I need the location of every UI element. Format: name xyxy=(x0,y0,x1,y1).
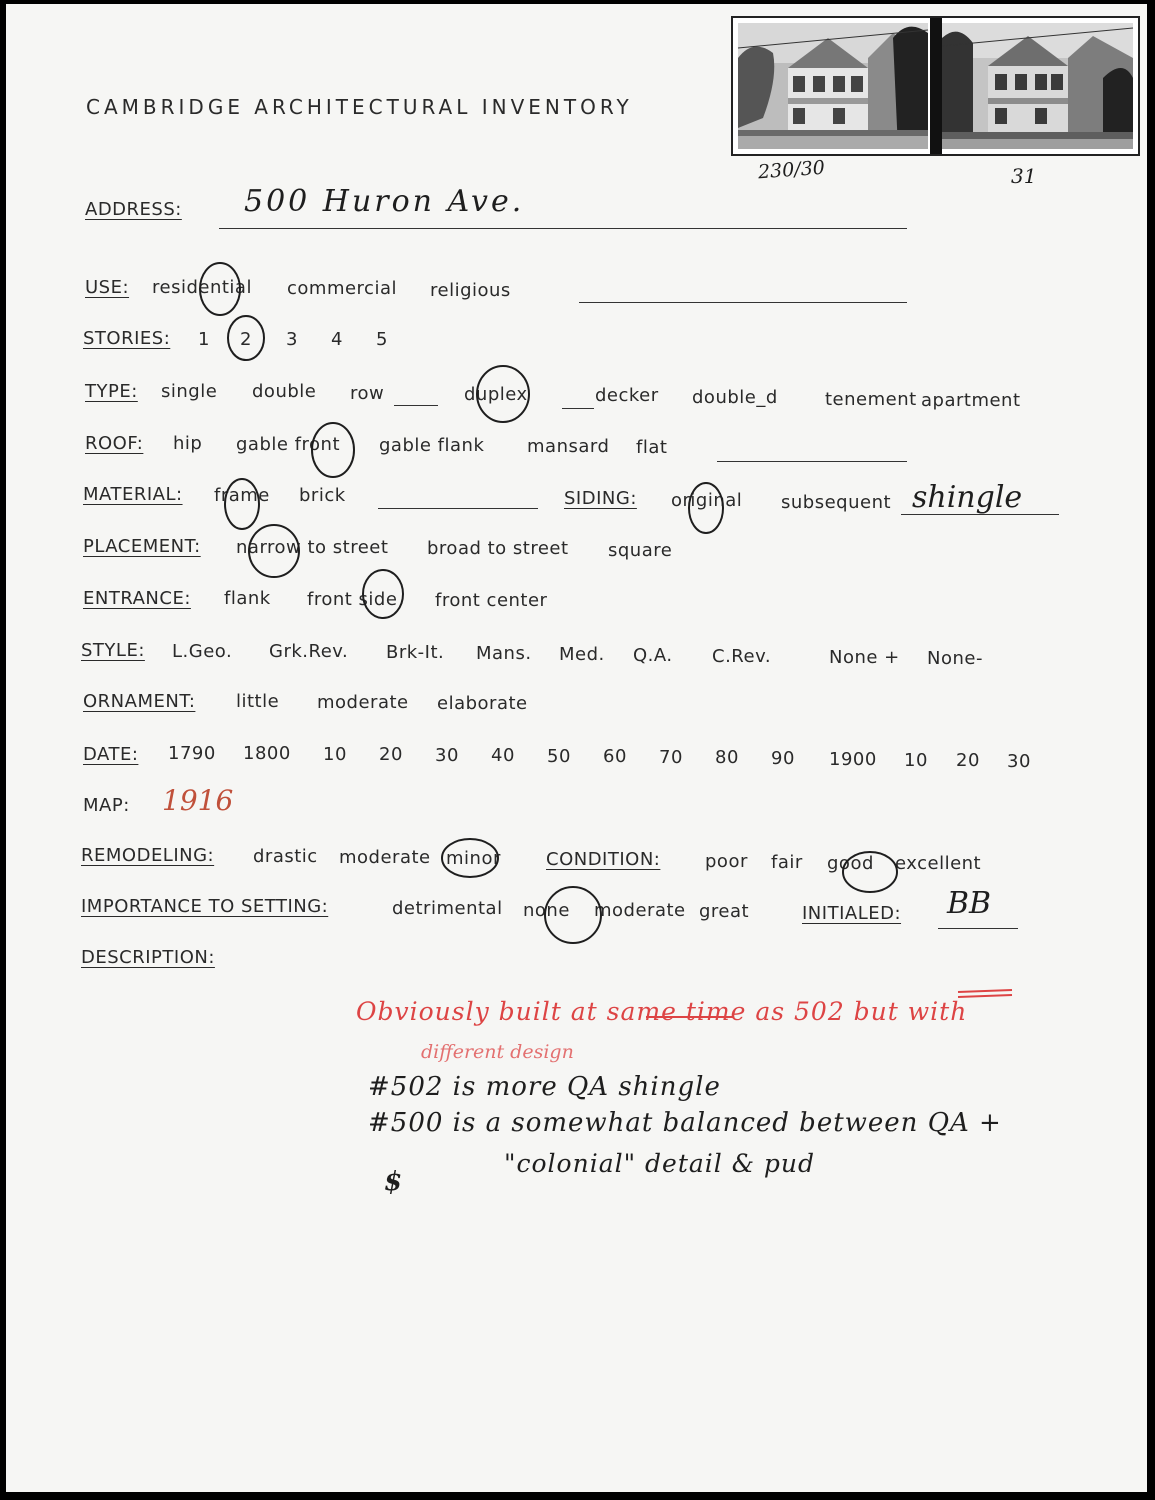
house-photo xyxy=(733,18,1138,154)
material-label: MATERIAL: xyxy=(83,484,183,505)
note-red-line-1: Obviously built at same time as 502 but with xyxy=(356,997,968,1026)
date-option[interactable]: 60 xyxy=(603,746,627,767)
entrance-label: ENTRANCE: xyxy=(83,588,191,609)
condition-option-poor[interactable]: poor xyxy=(705,851,748,872)
date-option[interactable]: 30 xyxy=(435,745,459,766)
description-label: DESCRIPTION: xyxy=(81,947,215,968)
condition-label: CONDITION: xyxy=(546,849,661,870)
page-title: CAMBRIDGE ARCHITECTURAL INVENTORY xyxy=(86,95,633,119)
type-option-decker[interactable]: decker xyxy=(595,385,659,406)
date-label: DATE: xyxy=(83,744,139,765)
address-value[interactable]: 500 Huron Ave. xyxy=(244,184,525,219)
building-photos xyxy=(731,16,1140,156)
ornament-option-little[interactable]: little xyxy=(236,691,280,712)
siding-option-subsequent[interactable]: subsequent xyxy=(781,492,892,513)
stories-option-4[interactable]: 4 xyxy=(331,329,343,350)
material-option-frame[interactable]: frame xyxy=(214,485,270,506)
address-label: ADDRESS: xyxy=(85,199,182,220)
date-option[interactable]: 1800 xyxy=(243,743,291,764)
type-option-double-d[interactable]: double_d xyxy=(692,387,778,408)
style-option-crev[interactable]: C.Rev. xyxy=(712,646,772,667)
initialed-label: INITIALED: xyxy=(802,903,902,924)
remodeling-option-moderate[interactable]: moderate xyxy=(339,847,431,868)
roof-option-gable-front[interactable]: gable front xyxy=(236,434,340,455)
address-line xyxy=(219,228,907,229)
importance-option-great[interactable]: great xyxy=(699,901,750,922)
style-option-grkrev[interactable]: Grk.Rev. xyxy=(269,641,349,662)
material-option-brick[interactable]: brick xyxy=(299,485,346,506)
remodeling-label: REMODELING: xyxy=(81,845,215,866)
use-other-line xyxy=(579,302,907,303)
siding-label: SIDING: xyxy=(564,488,637,509)
condition-option-good[interactable]: good xyxy=(827,853,874,874)
style-option-none-minus[interactable]: None- xyxy=(927,648,983,669)
style-option-brkit[interactable]: Brk-It. xyxy=(386,642,445,663)
roof-option-flat[interactable]: flat xyxy=(636,437,668,458)
placement-option-narrow[interactable]: narrow to street xyxy=(236,537,389,558)
roof-option-mansard[interactable]: mansard xyxy=(527,436,610,457)
note-line-1: #502 is more QA shingle xyxy=(368,1072,721,1102)
use-option-residential[interactable]: residential xyxy=(152,277,252,298)
type-option-duplex[interactable]: duplex xyxy=(464,384,528,405)
condition-option-excellent[interactable]: excellent xyxy=(895,853,982,874)
strike-note-2 xyxy=(958,990,1012,992)
type-option-row[interactable]: row xyxy=(350,383,385,404)
date-option[interactable]: 20 xyxy=(379,744,403,765)
entrance-option-front-center[interactable]: front center xyxy=(435,590,548,611)
date-option[interactable]: 90 xyxy=(771,748,795,769)
stories-option-5[interactable]: 5 xyxy=(376,329,388,350)
type-label: TYPE: xyxy=(85,381,138,402)
siding-value[interactable]: shingle xyxy=(912,480,1023,515)
note-line-3: "colonial" detail & pud xyxy=(504,1149,816,1178)
entrance-option-flank[interactable]: flank xyxy=(224,588,271,609)
importance-option-detrimental[interactable]: detrimental xyxy=(392,898,503,919)
inventory-form xyxy=(6,4,1147,1492)
date-option[interactable]: 10 xyxy=(904,750,928,771)
importance-option-moderate[interactable]: moderate xyxy=(594,900,686,921)
roof-label: ROOF: xyxy=(85,433,144,454)
use-option-commercial[interactable]: commercial xyxy=(287,278,397,299)
use-option-religious[interactable]: religious xyxy=(430,280,511,301)
roof-option-gable-flank[interactable]: gable flank xyxy=(379,435,485,456)
style-option-mans[interactable]: Mans. xyxy=(476,643,532,664)
note-red-line-2: different design xyxy=(421,1041,574,1063)
stories-label: STORIES: xyxy=(83,328,171,349)
initialed-value[interactable]: BB xyxy=(947,886,992,921)
date-option[interactable]: 20 xyxy=(956,750,980,771)
style-option-none-plus[interactable]: None + xyxy=(829,647,900,668)
ornament-label: ORNAMENT: xyxy=(83,691,196,712)
ornament-option-moderate[interactable]: moderate xyxy=(317,692,409,713)
importance-option-none[interactable]: none xyxy=(523,900,570,921)
roof-other-line xyxy=(717,461,907,462)
date-option[interactable]: 80 xyxy=(715,747,739,768)
map-value[interactable]: 1916 xyxy=(162,784,234,817)
photo-number-right: 31 xyxy=(1011,164,1037,188)
type-row-blank xyxy=(394,405,438,406)
use-label: USE: xyxy=(85,277,130,298)
material-other-line xyxy=(378,508,538,509)
ornament-option-elaborate[interactable]: elaborate xyxy=(437,693,528,714)
stories-option-1[interactable]: 1 xyxy=(198,329,210,350)
type-option-double[interactable]: double xyxy=(252,381,317,402)
date-option[interactable]: 50 xyxy=(547,746,571,767)
placement-option-square[interactable]: square xyxy=(608,540,673,561)
placement-option-broad[interactable]: broad to street xyxy=(427,538,569,559)
entrance-option-front-side[interactable]: front side xyxy=(307,589,398,610)
type-option-single[interactable]: single xyxy=(161,381,218,402)
type-option-apartment[interactable]: apartment xyxy=(921,390,1021,411)
type-option-tenement[interactable]: tenement xyxy=(825,389,917,410)
placement-label: PLACEMENT: xyxy=(83,536,201,557)
importance-label: IMPORTANCE TO SETTING: xyxy=(81,896,329,917)
date-option[interactable]: 30 xyxy=(1007,751,1031,772)
stories-option-3[interactable]: 3 xyxy=(286,329,298,350)
map-label: MAP: xyxy=(83,795,130,816)
stories-option-2[interactable]: 2 xyxy=(240,329,252,350)
date-option[interactable]: 40 xyxy=(491,745,515,766)
remodeling-option-drastic[interactable]: drastic xyxy=(253,846,318,867)
condition-option-fair[interactable]: fair xyxy=(771,852,803,873)
siding-option-original[interactable]: original xyxy=(671,490,743,511)
style-option-qa[interactable]: Q.A. xyxy=(633,645,673,666)
date-option[interactable]: 1900 xyxy=(829,749,877,770)
date-option[interactable]: 10 xyxy=(323,744,347,765)
roof-option-hip[interactable]: hip xyxy=(173,433,203,454)
note-mark: $ xyxy=(384,1167,403,1197)
photo-number-left: 230/30 xyxy=(757,156,826,184)
type-decker-blank xyxy=(562,408,594,409)
style-option-lgeo[interactable]: L.Geo. xyxy=(172,641,233,662)
note-line-2: #500 is a somewhat balanced between QA + xyxy=(368,1108,1002,1138)
style-option-med[interactable]: Med. xyxy=(559,644,605,665)
style-label: STYLE: xyxy=(81,640,145,661)
date-option[interactable]: 1790 xyxy=(168,743,216,764)
date-option[interactable]: 70 xyxy=(659,747,683,768)
remodeling-option-minor[interactable]: minor xyxy=(446,848,501,869)
initialed-line xyxy=(938,928,1018,929)
